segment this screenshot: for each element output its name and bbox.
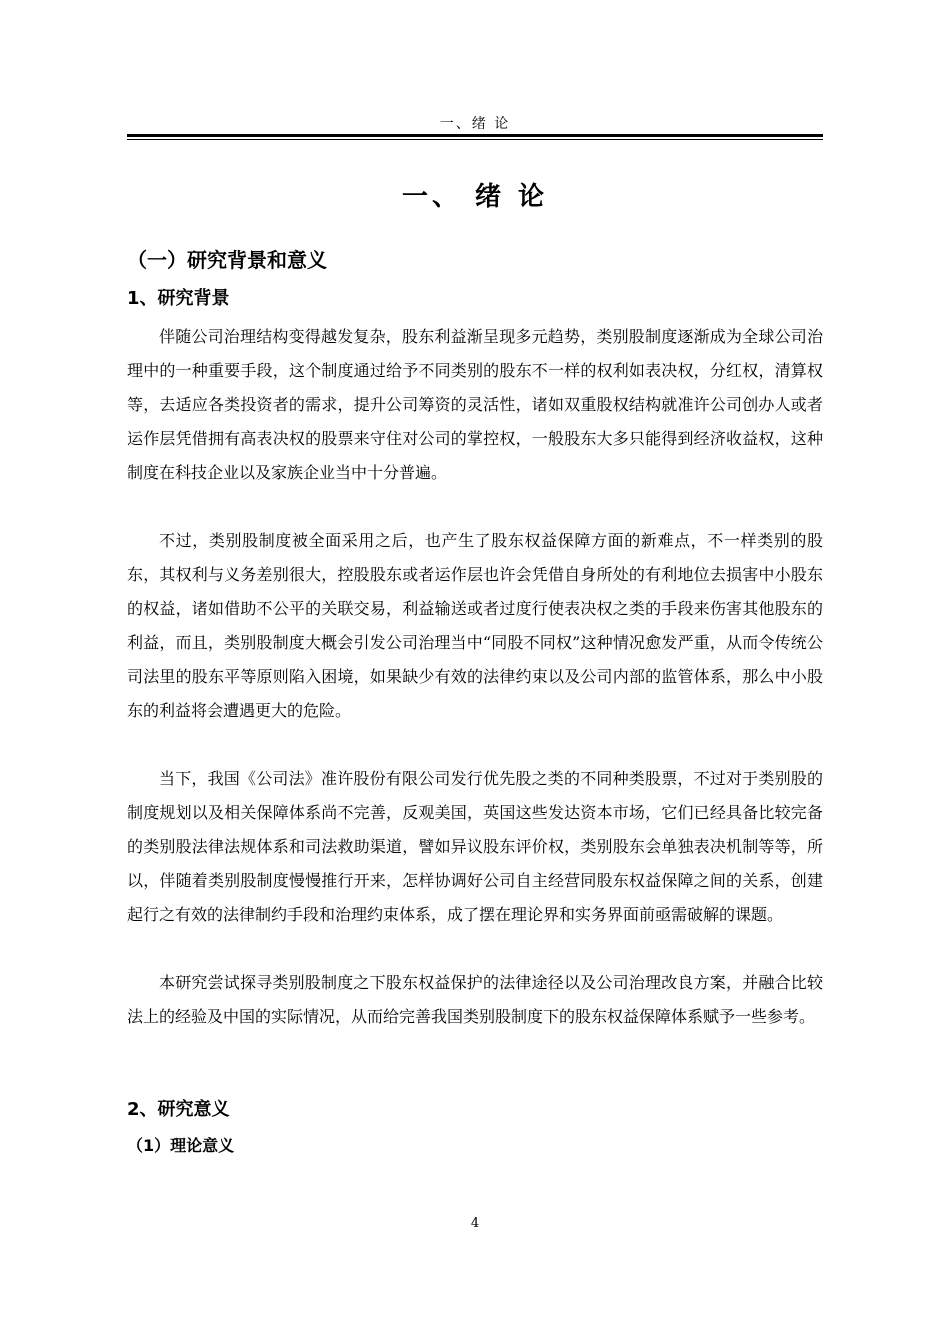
paragraph-1: 伴随公司治理结构变得越发复杂，股东利益渐呈现多元趋势，类别股制度逐渐成为全球公司治理中的一种重要手段，这个制度通过给予不同类别的股东不一样的权利如表决权，分红权，清算权等，去适应各类投资者的需求，提升公司筹资的灵活性，诸如双重股权结构就准许公司创办人或者运作层凭借拥有高表决权的股票来守住对公司的掌控权，一般股东大多只能得到经济收益权，这种制度在科技企业以及家族企业当中十分普遍。 <box>127 327 823 482</box>
paragraph-4: 本研究尝试探寻类别股制度之下股东权益保护的法律途径以及公司治理改良方案，并融合比较法上的经验及中国的实际情况，从而给完善我国类别股制度下的股东权益保障体系赋予一些参考。 <box>127 973 823 1026</box>
chapter-title: 一、 绪 论 <box>401 182 549 212</box>
paragraph-3: 当下，我国《公司法》准许股份有限公司发行优先股之类的不同种类股票，不过对于类别股的制度规划以及相关保障体系尚不完善，反观美国，英国这些发达资本市场，它们已经具备比较完备的类别股法律法规体系和司法救助渠道，譬如异议股东评价权，类别股东会单独表决机制等等，所以，伴随着类别股制度慢慢推行开来，怎样协调好公司自主经营同股东权益保障之间的关系，创建起行之有效的法律制约手段和治理约束体系，成了摆在理论界和实务界面前亟需破解的课题。 <box>127 769 823 924</box>
subsubsection-heading-theory: （1）理论意义 <box>127 1136 235 1155</box>
paragraph-2: 不过，类别股制度被全面采用之后，也产生了股东权益保障方面的新难点，不一样类别的股东，其权利与义务差别很大，控股股东或者运作层也许会凭借自身所处的有利地位去损害中小股东的权益，诸如借助不公平的关联交易，利益输送或者过度行使表决权之类的手段来伤害其他股东的利益，而且，类别股制度大概会引发公司治理当中“同股不同权”这种情况愈发严重，从而令传统公司法里的股东平等原则陷入困境，如果缺少有效的法律约束以及公司内部的监管体系，那么中小股东的利益将会遭遇更大的危险。 <box>127 531 823 720</box>
header-rule-thin <box>127 139 823 140</box>
section-heading: （一）研究背景和意义 <box>127 248 327 272</box>
subsection-heading-background: 1、研究背景 <box>127 288 230 309</box>
running-header: 一、绪 论 <box>439 116 511 132</box>
header-rule-thick <box>127 134 823 137</box>
subsection-heading-significance: 2、研究意义 <box>127 1099 230 1120</box>
page-number: 4 <box>470 1216 480 1231</box>
